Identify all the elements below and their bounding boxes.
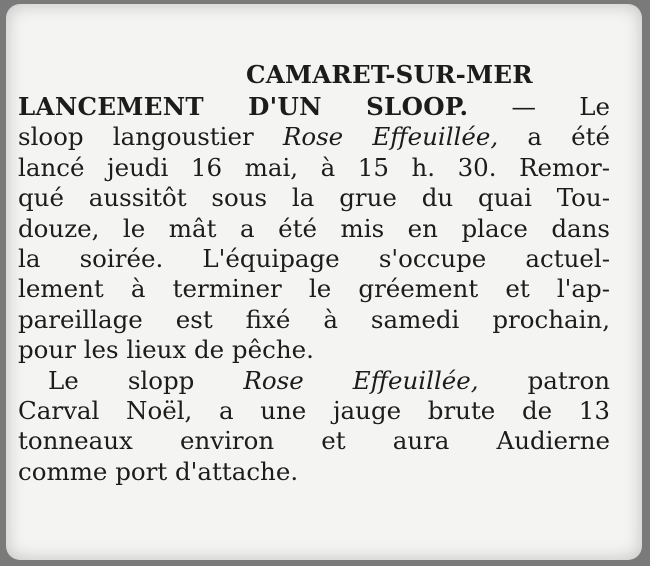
boat-name: Rose Effeuillée, [282,122,499,152]
text-line: lancé jeudi 16 mai, à 15 h. 30. Remor- [18,152,610,182]
text-line: douze, le mât a été mis en place dans [18,213,610,243]
text-line [18,92,610,122]
article-paragraph-2 [18,366,610,488]
article-headline: CAMARET-SUR-MER [246,60,533,89]
text-fragment: a été [498,122,610,152]
boat-name: Rose Effeuillée, [243,365,479,395]
text-fragment: — Le [468,92,610,121]
text-line: tonneaux environ et aura Audierne [18,426,610,456]
text-fragment: patron [478,365,610,395]
newspaper-clipping [6,4,642,560]
text-line: pour les lieux de pêche. [18,335,314,365]
text-line: qué aussitôt sous la grue du quai Tou- [18,183,610,213]
text-line [18,366,610,396]
text-line: comme port d'attache. [18,456,299,486]
text-fragment: Le slopp [48,365,244,395]
text-line: la soirée. L'équipage s'occupe actuel- [18,244,610,274]
text-line [18,122,610,152]
article-paragraph-1 [18,92,610,366]
text-line: Carval Noël, a une jauge brute de 13 [18,396,610,426]
text-line: lement à terminer le gréement et l'ap- [18,274,610,304]
article [18,60,610,487]
text-line: pareillage est fixé à samedi prochain, [18,304,610,334]
article-kicker: LANCEMENT D'UN SLOOP. [18,92,469,121]
text-fragment: sloop langoustier [18,122,283,152]
